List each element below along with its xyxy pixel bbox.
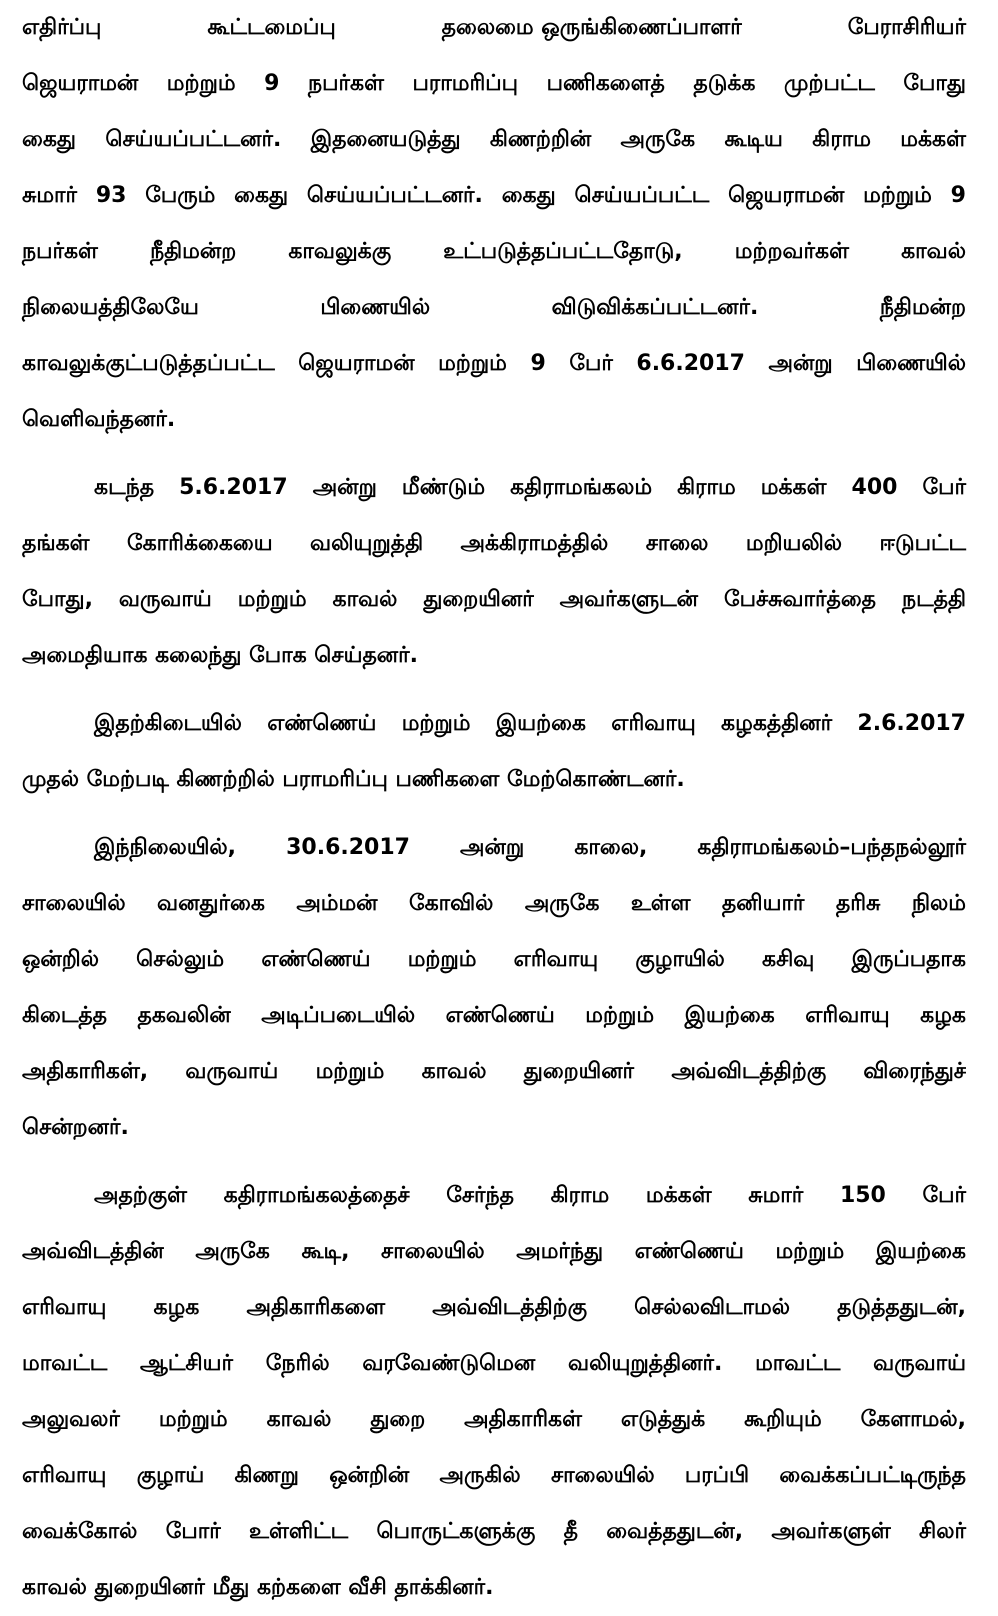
text-line [22,876,966,932]
text-line [22,1044,966,1100]
text-line [22,1280,966,1336]
text-line [22,1224,966,1280]
word: கூட்டமைப்பு [207,15,336,40]
word: நீதிமன்ற [879,295,966,320]
line-text: காவலுக்குட்படுத்தப்பட்ட ஜெயராமன் மற்றும் 9 பேர் 6.6.2017 அன்று பிணையில் [22,351,966,376]
line-text: கிடைத்த தகவலின் அடிப்படையில் எண்ணெய் மற்றும் இயற்கை எரிவாயு கழக [22,1003,966,1028]
line-text: முதல் மேற்படி கிணற்றில் பராமரிப்பு பணிகளை மேற்கொண்டனர். [22,767,685,792]
line-text: சுமார் 93 பேரும் கைது செய்யப்பட்டனர். கைது செய்யப்பட்ட ஜெயராமன் மற்றும் 9 [22,183,966,208]
line-text: இதற்கிடையில் எண்ணெய் மற்றும் இயற்கை எரிவாயு கழகத்தினர் 2.6.2017 [94,711,966,736]
line-text: அதிகாரிகள், வருவாய் மற்றும் காவல் துறையினர் அவ்விடத்திற்கு விரைந்துச் [22,1059,966,1084]
line-text: அலுவலர் மற்றும் காவல் துறை அதிகாரிகள் எடுத்துக் கூறியும் கேளாமல், [22,1407,966,1432]
text-line [22,1168,966,1224]
line-text: வைக்கோல் போர் உள்ளிட்ட பொருட்களுக்கு தீ வைத்ததுடன், அவர்களுள் சிலர் [22,1519,966,1544]
word: காவல் [901,239,966,264]
word: நபர்கள் [22,239,98,264]
word: உட்படுத்தப்பட்டதோடு, [443,239,683,264]
word: கதிராமங்கலம்–பந்தநல்லூர் [697,835,966,860]
line-text: கைது செய்யப்பட்டனர். இதனையடுத்து கிணற்றின் அருகே கூடிய கிராம மக்கள் [22,127,966,152]
paragraph-p5 [22,1168,966,1616]
text-line [22,168,966,224]
word: தலைமை ஒருங்கிணைப்பாளர் [441,15,742,40]
line-text: மாவட்ட ஆட்சியர் நேரில் வரவேண்டுமென வலியுறுத்தினர். மாவட்ட வருவாய் [22,1351,966,1376]
paragraph-gap [22,448,966,460]
line-text: அமைதியாக கலைந்து போக செய்தனர். [22,643,418,668]
line-text: சாலையில் வனதுர்கை அம்மன் கோவில் அருகே உள்ள தனியார் தரிசு நிலம் [22,891,966,916]
line-text: கடந்த 5.6.2017 அன்று மீண்டும் கதிராமங்கலம் கிராம மக்கள் 400 பேர் [94,475,966,500]
line-text: எரிவாயு கழக அதிகாரிகளை அவ்விடத்திற்கு செல்லவிடாமல் தடுத்ததுடன், [22,1295,966,1320]
text-line [22,628,966,684]
line-text: ஜெயராமன் மற்றும் 9 நபர்கள் பராமரிப்பு பணிகளைத் தடுக்க முற்பட்ட போது [22,71,966,96]
text-line [22,1100,966,1156]
text-line [22,516,966,572]
word: அன்று [460,835,525,860]
word: 30.6.2017 [286,835,410,860]
line-text: போது, வருவாய் மற்றும் காவல் துறையினர் அவர்களுடன் பேச்சுவார்த்தை நடத்தி [22,587,966,612]
word: காலை, [574,835,648,860]
text-line [22,392,966,448]
line-text: காவல் துறையினர் மீது கற்களை வீசி தாக்கினர். [22,1575,494,1600]
text-line [22,1336,966,1392]
text-line [22,988,966,1044]
word: பேராசிரியர் [847,15,966,40]
text-line [22,1504,966,1560]
document-page [22,0,966,1616]
text-line [22,336,966,392]
line-text: அவ்விடத்தின் அருகே கூடி, சாலையில் அமர்ந்து எண்ணெய் மற்றும் இயற்கை [22,1239,966,1264]
paragraph-p3 [22,696,966,808]
text-line [22,280,966,336]
word: மற்றவர்கள் [734,239,849,264]
word: விடுவிக்கப்பட்டனர். [551,295,759,320]
text-line [22,56,966,112]
line-text: எரிவாயு குழாய் கிணறு ஒன்றின் அருகில் சாலையில் பரப்பி வைக்கப்பட்டிருந்த [22,1463,966,1488]
paragraph-gap [22,684,966,696]
word: எதிர்ப்பு [22,15,102,40]
text-line [22,752,966,808]
text-line [22,820,966,876]
text-line [22,1448,966,1504]
paragraph-gap [22,1156,966,1168]
paragraph-p4 [22,820,966,1156]
text-line [22,1560,966,1616]
text-line [22,460,966,516]
word: நீதிமன்ற [150,239,237,264]
text-line [22,0,966,56]
paragraph-gap [22,808,966,820]
text-line [22,932,966,988]
word: பிணையில் [320,295,431,320]
word: காவலுக்கு [288,239,392,264]
paragraph-p2 [22,460,966,684]
line-text: சென்றனர். [22,1115,129,1140]
text-line [22,112,966,168]
line-text: ஒன்றில் செல்லும் எண்ணெய் மற்றும் எரிவாயு குழாயில் கசிவு இருப்பதாக [22,947,966,972]
word: நிலையத்திலேயே [22,295,199,320]
text-line [22,224,966,280]
line-text: வெளிவந்தனர். [22,407,176,432]
paragraph-p1 [22,0,966,448]
text-line [22,1392,966,1448]
text-line [22,572,966,628]
line-text: அதற்குள் கதிராமங்கலத்தைச் சேர்ந்த கிராம மக்கள் சுமார் 150 பேர் [94,1183,966,1208]
word: இந்நிலையில், [94,835,237,860]
text-line [22,696,966,752]
line-text: தங்கள் கோரிக்கையை வலியுறுத்தி அக்கிராமத்தில் சாலை மறியலில் ஈடுபட்ட [22,531,966,556]
